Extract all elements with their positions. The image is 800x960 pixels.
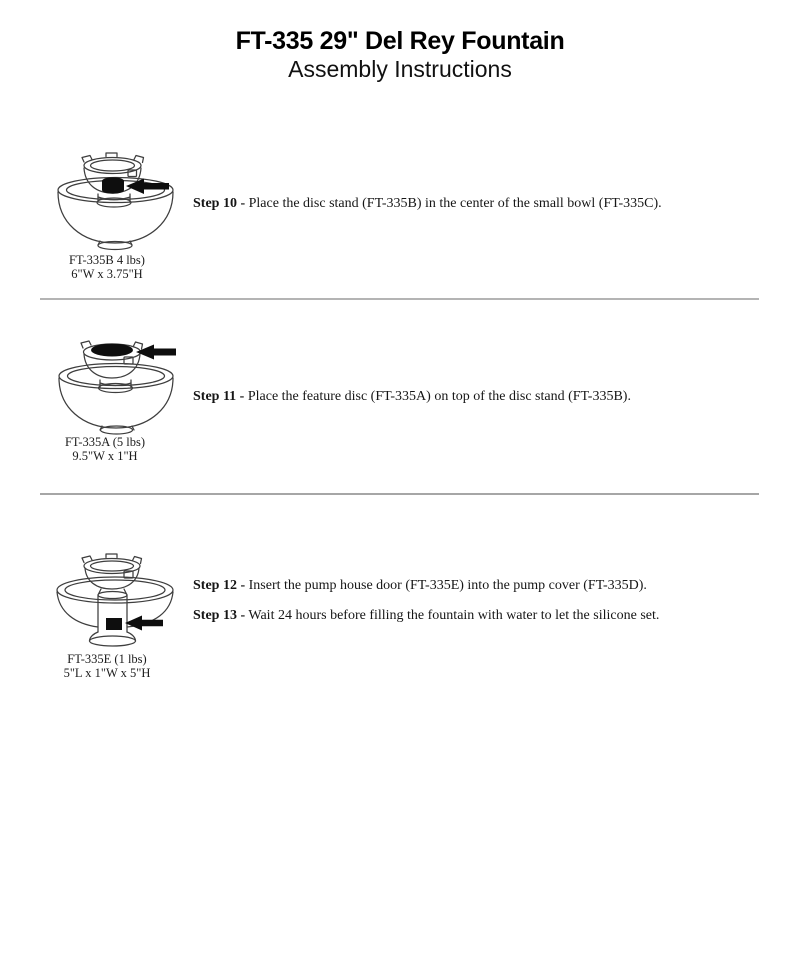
step12-figure	[40, 550, 190, 667]
step-label: Step 13 -	[193, 608, 246, 623]
fountain-disc-stand-illustration-icon	[40, 145, 190, 260]
step10-figure	[40, 145, 190, 265]
section-divider	[40, 493, 759, 495]
page-title: FT-335 29" Del Rey Fountain	[235, 27, 565, 55]
step-text: Wait 24 hours before filling the fountain with water to let the silicone set.	[248, 608, 660, 623]
step11-text-block	[193, 387, 758, 417]
page-subtitle: Assembly Instructions	[288, 56, 512, 82]
part-number: FT-335B 4 lbs)	[69, 253, 145, 267]
part-dimensions: 5"L x 1"W x 5"H	[63, 665, 151, 680]
step10-text-block	[193, 194, 758, 224]
step11-figure	[40, 330, 190, 445]
step-label: Step 11 -	[193, 389, 245, 404]
step-text: Place the feature disc (FT-335A) on top of the disc stand (FT-335B).	[247, 389, 631, 404]
step-label: Step 10 -	[193, 196, 246, 211]
step12-13-text-block	[193, 576, 758, 636]
step10-part-caption	[32, 254, 182, 281]
fountain-feature-disc-illustration-icon	[40, 330, 190, 440]
step-line	[193, 576, 758, 595]
part-dimensions: 6"W x 3.75"H	[71, 266, 143, 281]
fountain-pump-door-illustration-icon	[40, 550, 190, 662]
section-divider	[40, 298, 759, 300]
step-line	[193, 194, 758, 213]
step-text: Insert the pump house door (FT-335E) into the pump cover (FT-335D).	[248, 578, 647, 593]
document-header	[0, 27, 800, 83]
step-text: Place the disc stand (FT-335B) in the center of the small bowl (FT-335C).	[248, 196, 662, 211]
step-line	[193, 606, 758, 625]
step-label: Step 12 -	[193, 578, 246, 593]
part-dimensions: 9.5"W x 1"H	[72, 448, 138, 463]
step12-part-caption	[32, 653, 182, 680]
step11-part-caption	[30, 436, 180, 463]
part-number: FT-335A (5 lbs)	[64, 435, 146, 449]
step-line	[193, 387, 758, 406]
part-number: FT-335E (1 lbs)	[67, 652, 147, 666]
